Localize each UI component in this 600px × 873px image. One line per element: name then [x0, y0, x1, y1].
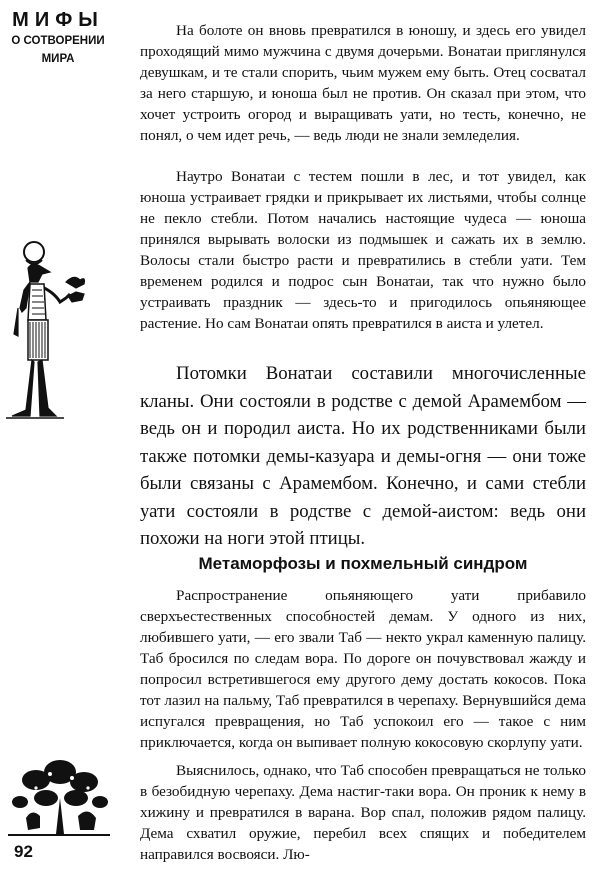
section-heading: Метаморфозы и похмельный синдром	[198, 554, 528, 573]
paragraph-3-highlight: Потомки Вонатаи составили многочисленные кланы. Они состояли в родстве с демой Арамембом — ведь он и породил аиста. Но их родственниками были также потомки демы-казуара и демы-огня — они тоже были связаны с Арамембом. Конечно, и сами стебли уати состояли в родстве с демой-аистом: ведь они похожи на ноги этой птицы.	[140, 363, 586, 549]
paragraph-5: Выяснилось, однако, что Таб способен превращаться не только в безобидную черепаху. Дема настиг-таки вора. Он проник к нему в хижину и превратился в варана. Вор спал, положив рядом палицу. Дема схватил оружие, перебил всех спящих и победителем направился восвояси. Лю-	[140, 762, 586, 863]
paragraph-4: Распространение опьяняющего уати прибавило сверхъестественных способностей демам. У одного из них, любившего уати, — его звали Таб — некто украл каменную палицу. Таб бросился по следам вора. По дороге он почувствовал жажду и попросил встретившегося ему другого дему достать кокосов. Пока тот лазил на пальму, Таб превратился в черепаху. Вернувшийся дема испугался превращения, но Таб успокоил его — такое с ним приключается, когда он выпивает полную кокосовую скорлупу уати.	[140, 587, 586, 751]
section-title-line-2: О СОТВОРЕНИИ	[11, 35, 105, 47]
section-title-line-1: МИФЫ	[12, 9, 104, 31]
section-title-line-3: МИРА	[41, 53, 75, 65]
paragraph-2: Наутро Вонатаи с тестем пошли в лес, и тот увидел, как юноша устраивает грядки и прикрывает их листьями, чтобы солнце не пекло стебли. Потом начались настоящие чудеса — юноша принялся вырывать волоски из подмышек и сажать их в землю. Волосы стали быстро расти и превратились в стебли уати. Тем временем родился и подрос сын Вонатаи, так что нужно было устраивать праздник — здесь-то и пригодилось опьяняющее растение. Но сам Вонатаи опять превратился в аиста и улетел.	[140, 168, 586, 332]
page-number: 92	[14, 842, 33, 861]
paragraph-1: На болоте он вновь превратился в юношу, и здесь его увидел проходящий мимо мужчина с двумя дочерьми. Вонатаи приглянулся девушкам, и те стали спорить, чьим мужем ему быть. Отец сосватал за него старшую, и юноша был не против. Он сказал при этом, что хочет устроить огород и выращивать уати, но тесть, конечно, не понял, о чем идет речь, — ведь люди не знали земледелия.	[140, 22, 586, 144]
egyptian-deity-illustration	[4, 238, 116, 420]
tree-with-animals-illustration	[6, 758, 112, 836]
sidebar	[0, 0, 118, 873]
section-title	[8, 8, 108, 68]
